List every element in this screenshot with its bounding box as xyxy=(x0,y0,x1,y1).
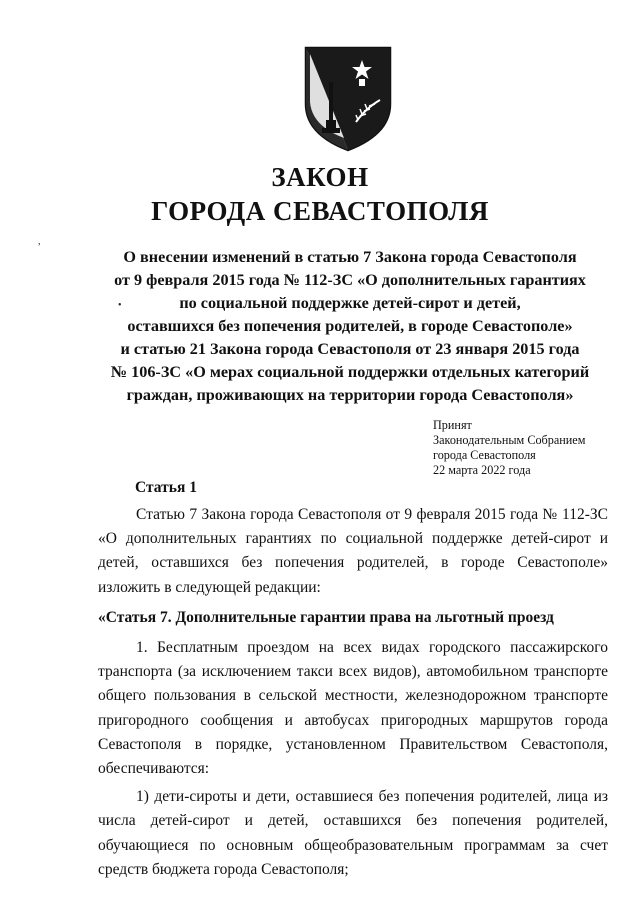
document-title: ЗАКОН xyxy=(271,162,369,192)
scan-speck: • xyxy=(118,300,122,311)
article-1-intro: Статью 7 Закона города Севастополя от 9 февраля 2015 года № 112-ЗС «О дополнительных гарантиях по социальной поддержке детей-сирот и детей, оставшихся без попечения родителей, в городе Севастополе» изложить в следующей редакции: xyxy=(98,506,608,596)
adoption-line: Принят xyxy=(433,418,472,432)
article-1-heading: Статья 1 xyxy=(135,479,197,496)
adoption-line: города Севастополя xyxy=(433,448,536,462)
subject-line: О внесении изменений в статью 7 Закона города Севастополя xyxy=(123,248,577,266)
adoption-note xyxy=(433,418,585,478)
adoption-line: Законодательным Собранием xyxy=(433,433,586,447)
scan-speck: , xyxy=(38,236,41,247)
subject-line: от 9 февраля 2015 года № 112-ЗС «О дополнительных гарантиях xyxy=(114,271,586,289)
sevastopol-coat-of-arms xyxy=(300,42,396,154)
subject-line: по социальной поддержке детей-сирот и детей, xyxy=(179,294,521,312)
subject-line: и статью 21 Закона города Севастополя от 23 января 2015 года xyxy=(120,340,580,358)
law-subject xyxy=(90,246,610,407)
subject-line: граждан, проживающих на территории города Севастополя» xyxy=(126,386,574,404)
article-1-body xyxy=(98,503,608,882)
paragraph-1: 1. Бесплатным проездом на всех видах городского пассажирского транспорта (за исключением такси всех видов), автомобильном транспорте общего пользования в сельской местности, железнодорожном транспорте пригородного сообщения и автобусах пригородных маршрутов города Севастополя в порядке, установленном Правительством Севастополя, обеспечиваются: xyxy=(98,639,608,778)
adoption-date: 22 марта 2022 года xyxy=(433,463,531,477)
section-title: «Статья 7. Дополнительные гарантии права на льготный проезд xyxy=(98,608,554,626)
subject-line: оставшихся без попечения родителей, в городе Севастополе» xyxy=(127,317,573,335)
document-subtitle: ГОРОДА СЕВАСТОПОЛЯ xyxy=(151,196,489,226)
subject-line: № 106-ЗС «О мерах социальной поддержки отдельных категорий xyxy=(110,363,590,381)
paragraph-1-item-1: 1) дети-сироты и дети, оставшиеся без попечения родителей, лица из числа детей-сирот и детей, оставшихся без попечения родителей, обучающиеся по основным общеобразовательным программам за счет средств бюджета города Севастополя; xyxy=(98,788,608,878)
